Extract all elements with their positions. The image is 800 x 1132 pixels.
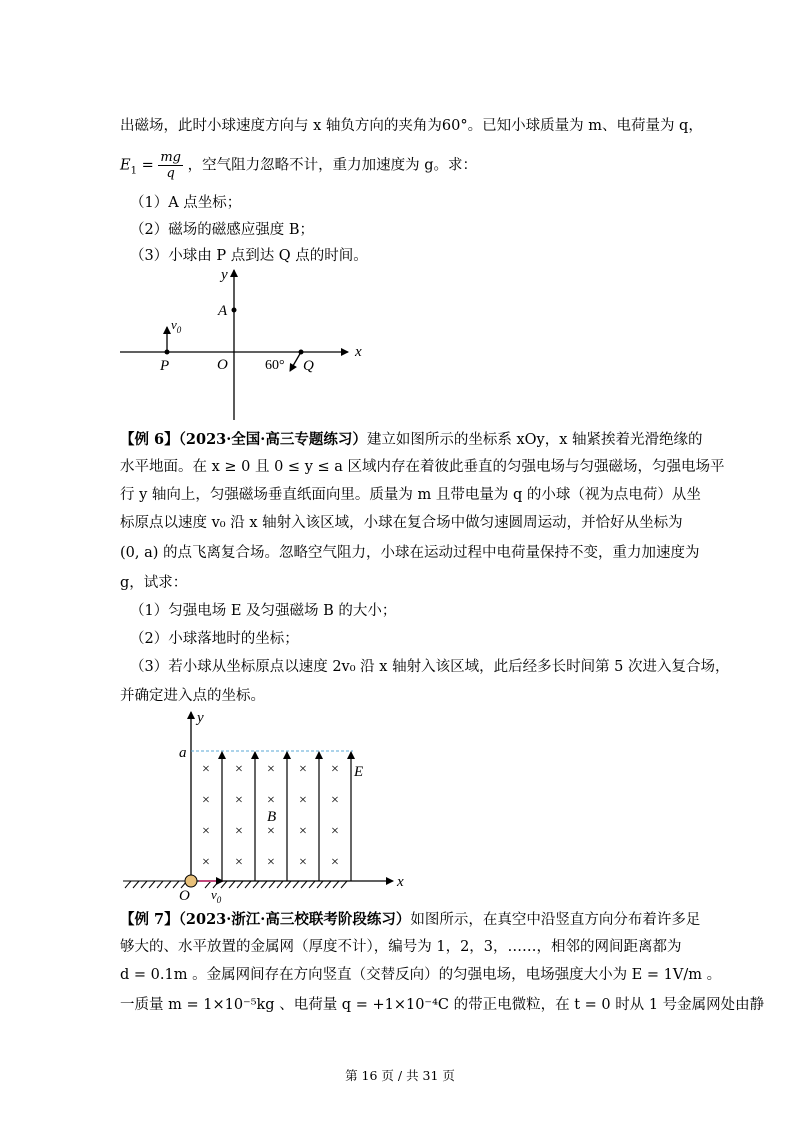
- intro-question-2: （2）磁场的磁感应强度 B；: [130, 222, 314, 238]
- cross-mark: ×: [299, 793, 307, 808]
- cross-mark: ×: [235, 762, 243, 777]
- x-axis-label: x: [397, 874, 404, 890]
- field-b-label: B: [267, 809, 277, 825]
- example-7-line-3: d = 0.1m 。金属网间存在方向竖直（交替反向）的匀强电场，电场强度大小为 E = 1V/m 。: [120, 967, 722, 983]
- intro-line-2: $E_1$ = $\frac{mg}{q}$ ，空气阻力忽略不计，重力加速度为 g。求：: [120, 150, 477, 181]
- cross-mark: ×: [267, 824, 275, 839]
- velocity-q-arrow: [290, 352, 301, 371]
- ball: [185, 875, 197, 887]
- boundary-a-label: a: [179, 745, 187, 761]
- example-6-line-4: 标原点以速度 v₀ 沿 x 轴射入该区域，小球在复合场中做匀速圆周运动，并恰好从坐标为: [120, 515, 683, 531]
- example-6-line-5: (0, a) 的点飞离复合场。忽略空气阻力，小球在运动过程中电荷量保持不变，重力加速度为: [120, 545, 700, 561]
- cross-mark: ×: [235, 855, 243, 870]
- example-6-question-2: （2）小球落地时的坐标；: [130, 631, 299, 647]
- example-7-line-1: 【例 7】（2023·浙江·高三校联考阶段练习）如图所示，在真空中沿竖直方向分布着许多足: [120, 911, 701, 928]
- figure-2: [115, 700, 415, 905]
- ground-hatching: [123, 881, 385, 888]
- cross-mark: ×: [202, 762, 210, 777]
- cross-mark: ×: [267, 855, 275, 870]
- cross-mark: ×: [202, 824, 210, 839]
- page-footer: 第 16 页 / 共 31 页: [345, 1068, 455, 1083]
- origin-label: O: [179, 888, 190, 904]
- example-6-line-3: 行 y 轴向上，匀强磁场垂直纸面向里。质量为 m 且带电量为 q 的小球（视为点电荷）从坐: [120, 487, 701, 503]
- origin-label: O: [217, 357, 228, 373]
- intro-line-2-rest: ，空气阻力忽略不计，重力加速度为 g。求：: [187, 157, 477, 174]
- e1-subscript: 1: [130, 165, 137, 177]
- intro-line-1: 出磁场，此时小球速度方向与 x 轴负方向的夹角为60°。已知小球质量为 m、电荷量为 q，: [120, 118, 703, 134]
- intro-question-3: （3）小球由 P 点到达 Q 点的时间。: [130, 248, 368, 264]
- example-7-tag: 【例 7】（2023·浙江·高三校联考阶段练习）: [120, 911, 411, 928]
- cross-mark: ×: [331, 855, 339, 870]
- cross-mark: ×: [299, 762, 307, 777]
- example-7-line-2: 够大的、水平放置的金属网（厚度不计），编号为 1，2，3，……，相邻的网间距离都为: [120, 939, 682, 955]
- cross-mark: ×: [267, 762, 275, 777]
- e1-denominator: q: [166, 166, 175, 181]
- e1-symbol: E: [120, 157, 131, 174]
- example-6-line-6: g，试求：: [120, 575, 188, 591]
- y-axis-label: y: [197, 710, 204, 726]
- cross-mark: ×: [202, 855, 210, 870]
- example-7-line-4: 一质量 m = 1×10⁻⁵kg 、电荷量 q = +1×10⁻⁴C 的带正电微粒，在 t = 0 时从 1 号金属网处由静: [120, 997, 765, 1013]
- intro-question-1: （1）A 点坐标；: [130, 195, 242, 211]
- example-6-tag: 【例 6】（2023·全国·高三专题练习）: [120, 431, 367, 448]
- cross-mark: ×: [299, 824, 307, 839]
- point-p-label: P: [160, 358, 170, 374]
- cross-mark: ×: [299, 855, 307, 870]
- cross-mark: ×: [235, 793, 243, 808]
- velocity-v0-label: $v_0$: [211, 887, 222, 905]
- point-a: [232, 308, 237, 313]
- x-axis-label: x: [355, 344, 362, 360]
- example-6-question-3a: （3）若小球从坐标原点以速度 2v₀ 沿 x 轴射入该区域，此后经多长时间第 5 次进入复合场，: [130, 659, 730, 675]
- cross-mark: ×: [331, 793, 339, 808]
- e1-numerator: mg: [160, 150, 181, 165]
- figure-1: [115, 265, 375, 425]
- field-e-label: E: [354, 764, 364, 780]
- example-6-question-1: （1）匀强电场 E 及匀强磁场 B 的大小；: [130, 603, 397, 619]
- point-q-label: Q: [303, 358, 314, 374]
- example-6-line-2: 水平地面。在 x ≥ 0 且 0 ≤ y ≤ a 区域内存在着彼此垂直的匀强电场与匀强磁场，匀强电场平: [120, 459, 725, 475]
- e1-fraction: [158, 150, 183, 181]
- cross-mark: ×: [202, 793, 210, 808]
- point-a-label: A: [218, 303, 228, 319]
- example-6-line-1: 【例 6】（2023·全国·高三专题练习）建立如图所示的坐标系 xOy，x 轴紧挨着光滑绝缘的: [120, 431, 703, 448]
- y-axis-label: y: [221, 267, 228, 283]
- example-6-question-3b: 并确定进入点的坐标。: [120, 688, 265, 704]
- cross-mark: ×: [331, 762, 339, 777]
- angle-label: 60°: [265, 358, 285, 373]
- cross-mark: ×: [267, 793, 275, 808]
- cross-mark: ×: [235, 824, 243, 839]
- velocity-v0-label: $v_0$: [171, 317, 182, 335]
- cross-mark: ×: [331, 824, 339, 839]
